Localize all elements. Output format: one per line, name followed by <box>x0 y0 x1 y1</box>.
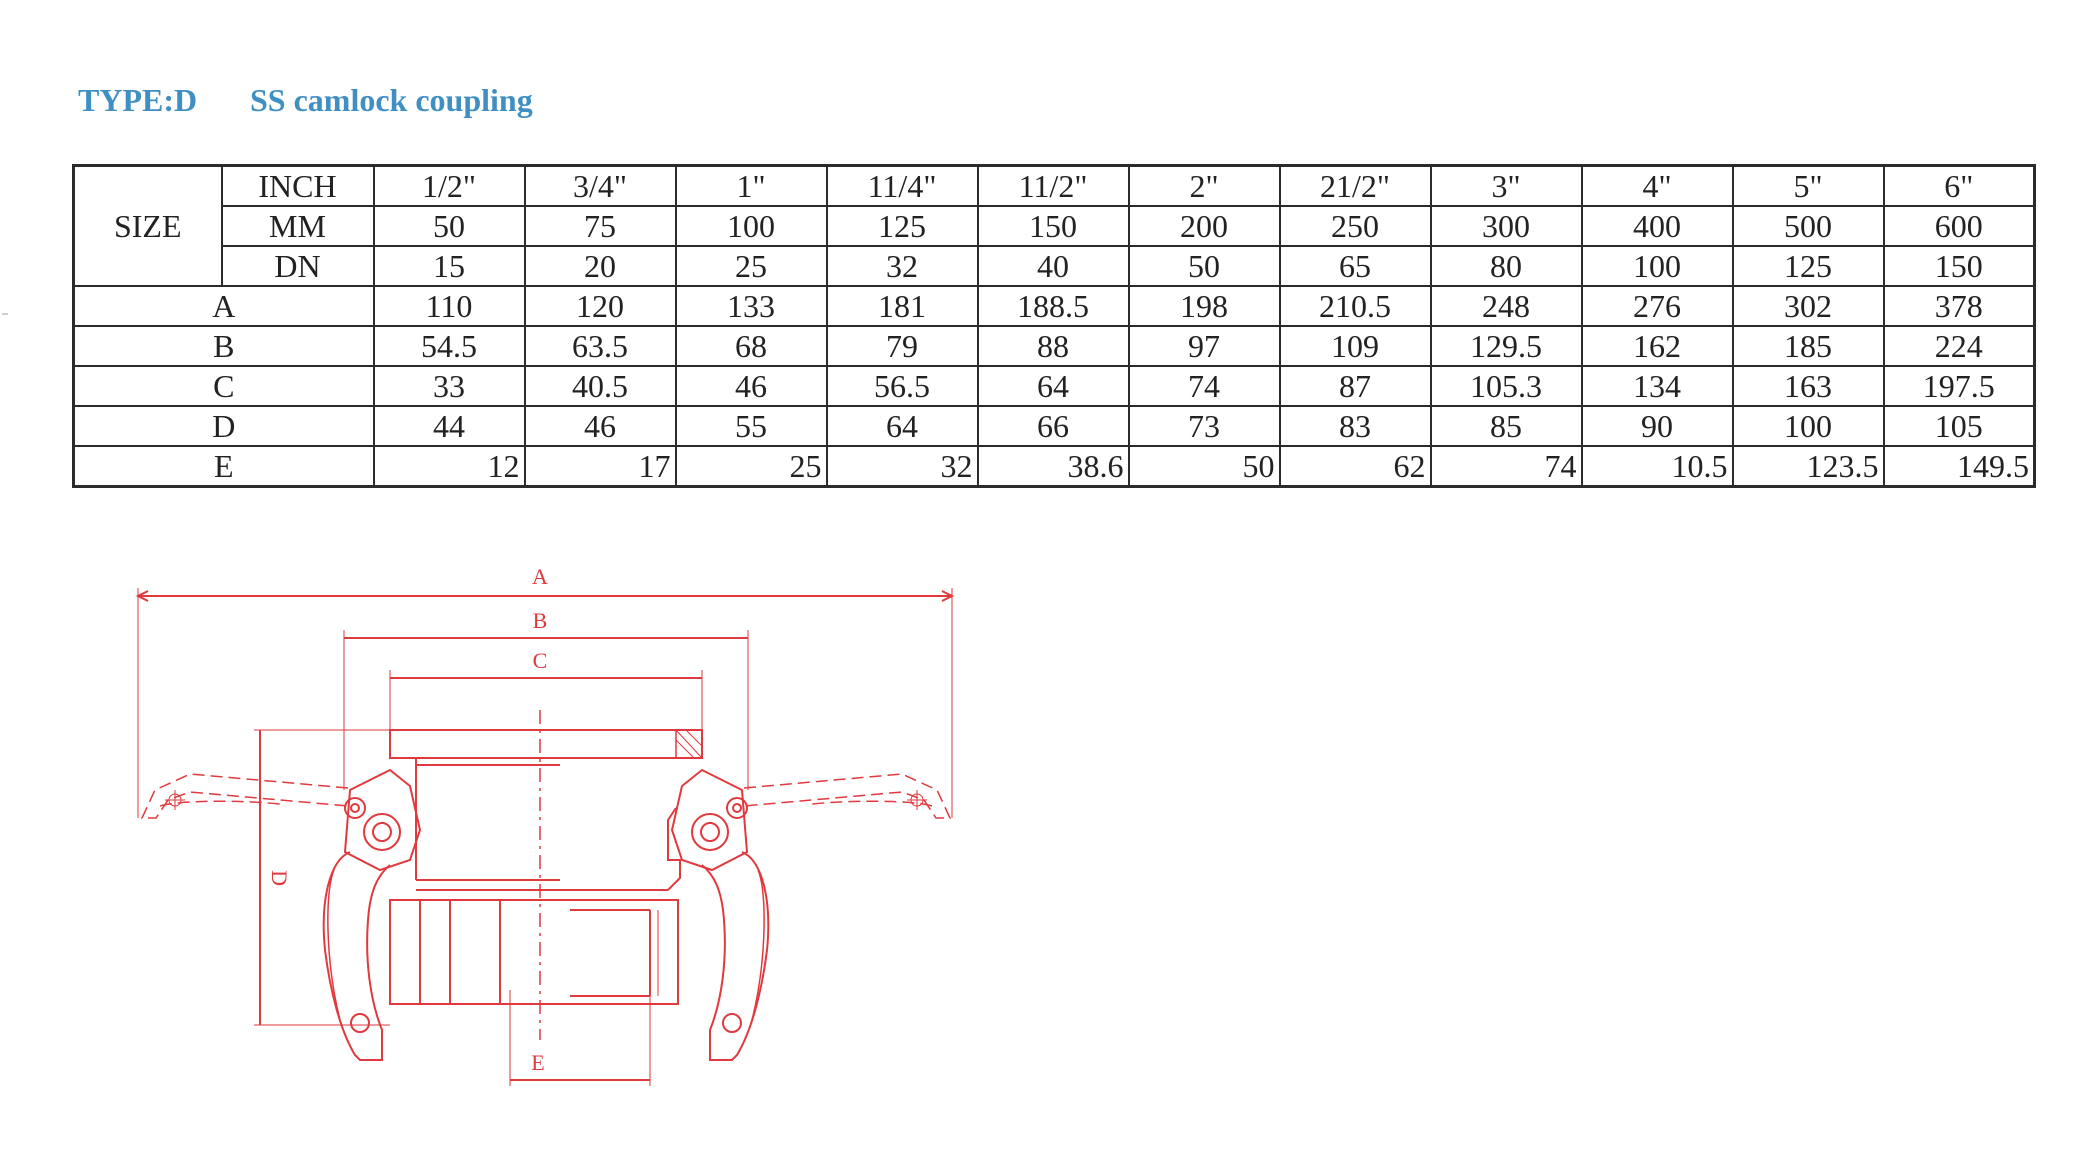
table-cell: 3" <box>1431 166 1582 207</box>
dimension-label: B <box>74 326 374 366</box>
table-cell: 38.6 <box>978 446 1129 487</box>
table-cell: 248 <box>1431 286 1582 326</box>
table-cell: 74 <box>1129 366 1280 406</box>
table-cell: 109 <box>1280 326 1431 366</box>
table-cell: 73 <box>1129 406 1280 446</box>
table-cell: 74 <box>1431 446 1582 487</box>
unit-row-inch <box>74 166 2035 207</box>
table-cell: 66 <box>978 406 1129 446</box>
table-cell: 125 <box>827 206 978 246</box>
unit-label: INCH <box>222 166 374 207</box>
table-cell: 50 <box>1129 446 1280 487</box>
table-cell: 40.5 <box>525 366 676 406</box>
table-cell: 5" <box>1733 166 1884 207</box>
type-label: TYPE:D <box>78 82 198 118</box>
table-cell: 1/2" <box>374 166 525 207</box>
table-cell: 97 <box>1129 326 1280 366</box>
table-cell: 302 <box>1733 286 1884 326</box>
table-cell: 600 <box>1884 206 2035 246</box>
table-cell: 163 <box>1733 366 1884 406</box>
table-cell: 21/2" <box>1280 166 1431 207</box>
unit-label: MM <box>222 206 374 246</box>
table-cell: 40 <box>978 246 1129 286</box>
table-cell: 3/4" <box>525 166 676 207</box>
table-cell: 75 <box>525 206 676 246</box>
table-cell: 50 <box>374 206 525 246</box>
table-cell: 149.5 <box>1884 446 2035 487</box>
coupling-drawing <box>120 560 980 1100</box>
table-cell: 400 <box>1582 206 1733 246</box>
table-cell: 65 <box>1280 246 1431 286</box>
table-cell: 12 <box>374 446 525 487</box>
table-cell: 300 <box>1431 206 1582 246</box>
size-header: SIZE <box>74 166 222 287</box>
hex-body <box>390 900 678 1004</box>
table-cell: 63.5 <box>525 326 676 366</box>
table-cell: 210.5 <box>1280 286 1431 326</box>
table-cell: 20 <box>525 246 676 286</box>
table-cell: 120 <box>525 286 676 326</box>
table-cell: 6" <box>1884 166 2035 207</box>
table-cell: 50 <box>1129 246 1280 286</box>
table-cell: 1" <box>676 166 827 207</box>
dimension-table <box>72 164 2036 488</box>
table-cell: 2" <box>1129 166 1280 207</box>
unit-row-mm <box>74 206 2035 246</box>
table-cell: 10.5 <box>1582 446 1733 487</box>
table-cell: 197.5 <box>1884 366 2035 406</box>
table-cell: 32 <box>827 446 978 487</box>
dimension-row-a <box>74 286 2035 326</box>
table-cell: 11/2" <box>978 166 1129 207</box>
table-cell: 150 <box>1884 246 2035 286</box>
dimension-row-d <box>74 406 2035 446</box>
table-cell: 46 <box>525 406 676 446</box>
right-lever <box>744 774 950 818</box>
table-cell: 100 <box>1733 406 1884 446</box>
dimension-label: C <box>74 366 374 406</box>
table-cell: 11/4" <box>827 166 978 207</box>
table-cell: 62 <box>1280 446 1431 487</box>
table-cell: 54.5 <box>374 326 525 366</box>
table-cell: 162 <box>1582 326 1733 366</box>
table-cell: 129.5 <box>1431 326 1582 366</box>
table-cell: 125 <box>1733 246 1884 286</box>
scan-mark <box>2 313 8 315</box>
left-lever <box>142 774 348 818</box>
table-cell: 105 <box>1884 406 2035 446</box>
dimension-row-c <box>74 366 2035 406</box>
table-cell: 90 <box>1582 406 1733 446</box>
table-cell: 80 <box>1431 246 1582 286</box>
right-cam-arm <box>702 852 768 1060</box>
dimension-row-b <box>74 326 2035 366</box>
table-cell: 200 <box>1129 206 1280 246</box>
collar <box>390 730 702 758</box>
table-cell: 378 <box>1884 286 2035 326</box>
label-e: E <box>531 1050 545 1075</box>
table-cell: 123.5 <box>1733 446 1884 487</box>
left-cam-arm <box>324 852 390 1060</box>
table-cell: 500 <box>1733 206 1884 246</box>
table-cell: 79 <box>827 326 978 366</box>
table-cell: 134 <box>1582 366 1733 406</box>
table-cell: 25 <box>676 446 827 487</box>
dimension-label: E <box>74 446 374 487</box>
table-cell: 250 <box>1280 206 1431 246</box>
table-cell: 224 <box>1884 326 2035 366</box>
table-cell: 198 <box>1129 286 1280 326</box>
dimension-label: A <box>74 286 374 326</box>
table-cell: 133 <box>676 286 827 326</box>
label-a: A <box>532 564 548 589</box>
table-cell: 150 <box>978 206 1129 246</box>
product-title: SS camlock coupling <box>250 82 533 118</box>
table-cell: 100 <box>676 206 827 246</box>
table-cell: 100 <box>1582 246 1733 286</box>
table-cell: 33 <box>374 366 525 406</box>
table-cell: 15 <box>374 246 525 286</box>
table-cell: 25 <box>676 246 827 286</box>
table-cell: 68 <box>676 326 827 366</box>
label-b: B <box>532 608 548 633</box>
table-cell: 64 <box>978 366 1129 406</box>
table-cell: 85 <box>1431 406 1582 446</box>
table-cell: 56.5 <box>827 366 978 406</box>
table-cell: 46 <box>676 366 827 406</box>
table-cell: 55 <box>676 406 827 446</box>
dimension-row-e <box>74 446 2035 487</box>
table-cell: 110 <box>374 286 525 326</box>
table-cell: 17 <box>525 446 676 487</box>
label-c: C <box>532 648 548 673</box>
table-cell: 105.3 <box>1431 366 1582 406</box>
page-title <box>78 82 533 119</box>
unit-row-dn <box>74 246 2035 286</box>
table-cell: 181 <box>827 286 978 326</box>
table-cell: 4" <box>1582 166 1733 207</box>
dimension-label: D <box>74 406 374 446</box>
table-cell: 276 <box>1582 286 1733 326</box>
table-cell: 188.5 <box>978 286 1129 326</box>
table-cell: 32 <box>827 246 978 286</box>
table-cell: 87 <box>1280 366 1431 406</box>
unit-label: DN <box>222 246 374 286</box>
label-d: D <box>267 870 292 886</box>
table-cell: 44 <box>374 406 525 446</box>
table-cell: 83 <box>1280 406 1431 446</box>
table-cell: 88 <box>978 326 1129 366</box>
table-cell: 64 <box>827 406 978 446</box>
table-cell: 185 <box>1733 326 1884 366</box>
